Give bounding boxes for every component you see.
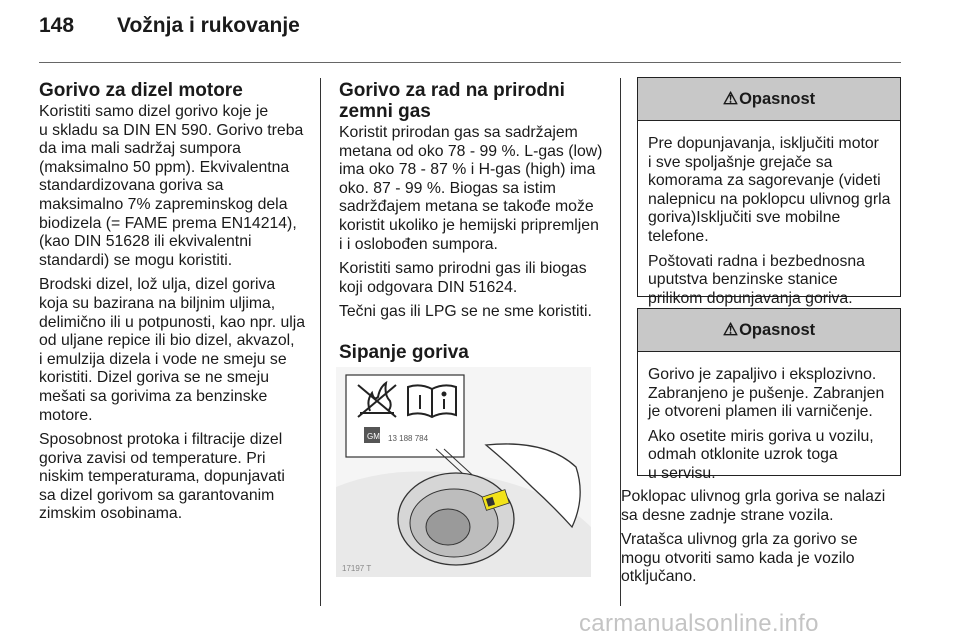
- warning-paragraph: [648, 428, 892, 484]
- text-line: da ima mali sadržaj sumpora: [39, 140, 241, 158]
- page-number: 148: [39, 14, 75, 37]
- text-line: maksimalno 7% zapreminskog dela: [39, 195, 288, 213]
- text-line: koja su bazirana na biljnim uljima,: [39, 294, 276, 312]
- header-rule: [39, 62, 901, 63]
- text-line: u servisu.: [648, 464, 716, 482]
- text-line: u skladu sa DIN EN 590. Gorivo treba: [39, 121, 304, 139]
- text-line: standardi) se mogu koristiti.: [39, 251, 233, 269]
- warning-header: [638, 78, 900, 121]
- title-line: zemni gas: [339, 101, 431, 122]
- text-line: Ako osetite miris goriva u vozilu,: [648, 427, 874, 445]
- text-line: prilikom dopunjavanja goriva.: [648, 289, 853, 307]
- paragraph-lpg: Tečni gas ili LPG se ne sme koristiti.: [339, 303, 592, 321]
- section-title-diesel: Gorivo za dizel motore: [39, 80, 243, 101]
- text-line: goriva)Isključiti sve mobilne: [648, 209, 841, 227]
- text-line: je otvoreni plamen ili varničenje.: [648, 403, 873, 421]
- warning-box-refueling: [637, 77, 901, 307]
- text-line: standardizovana goriva sa: [39, 177, 224, 195]
- chapter-title: Vožnja i rukovanje: [117, 14, 300, 37]
- text-line: odmah otklonite uzrok toga: [648, 446, 838, 464]
- paragraph-din-gas: [339, 260, 614, 297]
- text-line: koji odgovara DIN 51624.: [339, 278, 518, 296]
- text-line: Koristiti samo prirodni gas ili biogas: [339, 260, 587, 278]
- part-number-label: 13 188 784: [388, 434, 429, 443]
- warning-body: [638, 121, 900, 322]
- text-line: metana od oko 78 - 99 %. L-gas (low): [339, 142, 603, 160]
- text-line: komorama za sagorevanje (videti: [648, 172, 881, 190]
- text-line: Koristiti samo dizel gorivo koje je: [39, 103, 269, 120]
- text-line: Sposobnost protoka i filtracije dizel: [39, 431, 283, 449]
- text-line: sa dizel gorivom sa garantovanim: [39, 486, 275, 504]
- text-line: Poštovati radna i bezbednosna: [648, 252, 865, 270]
- warning-heading: Opasnost: [739, 89, 816, 108]
- text-line: mogu otvoriti samo kada je vozilo: [621, 549, 855, 567]
- fuel-flap-drawing: [336, 367, 591, 577]
- text-line: goriva zavisi od temperature. Pri: [39, 449, 266, 467]
- paragraph-flap-location: [621, 488, 906, 525]
- warning-triangle-icon: ⚠: [722, 320, 739, 339]
- svg-text:GM: GM: [367, 432, 380, 441]
- warning-header: [638, 309, 900, 352]
- text-line: koristiti. Dizel goriva se ne smeju: [39, 369, 270, 387]
- text-line: Brodski dizel, lož ulja, dizel goriva: [39, 276, 276, 294]
- text-line: delimično ili u potpunosti, kao npr. ulja: [39, 313, 306, 331]
- text-line: mešati sa gorivima za benzinske: [39, 387, 268, 405]
- text-line: ima oko 78 - 87 % i H-gas (high) ima: [339, 161, 596, 179]
- paragraph-flap-unlock: [621, 531, 906, 587]
- text-line: koristit ukoliko je hemijski pripremljen: [339, 216, 599, 234]
- paragraph-forbidden-fuels: [39, 276, 314, 425]
- paragraph-winter-diesel: [39, 431, 314, 524]
- text-line: sa desne zadnje strane vozila.: [621, 506, 834, 524]
- text-line: otključano.: [621, 568, 697, 586]
- text-line: zimskim osobinama.: [39, 505, 183, 523]
- text-line: sadržđajem metana se takođe može: [339, 198, 594, 216]
- column-diesel: [39, 80, 314, 530]
- warning-triangle-icon: ⚠: [722, 89, 739, 108]
- title-line: Gorivo za rad na prirodni: [339, 80, 565, 101]
- text-line: oko. 87 - 99 %. Biogas sa istim: [339, 179, 556, 197]
- section-title-refueling: Sipanje goriva: [339, 341, 469, 363]
- warning-paragraph: [648, 366, 892, 422]
- text-line: od uljane repice ili bio dizel, akvazol,: [39, 332, 295, 350]
- column-natural-gas: [339, 80, 614, 363]
- fuel-flap-illustration: [336, 367, 591, 577]
- text-line: i sve spoljašnje grejače sa: [648, 153, 833, 171]
- text-line: nalepnicu na poklopcu ulivnog grla: [648, 190, 891, 208]
- text-line: (kao DIN 51628 ili ekvivalentni: [39, 233, 252, 251]
- text-line: i i oslobođen sumpora.: [339, 235, 498, 253]
- column-fuel-flap-text: [621, 488, 906, 593]
- text-line: telefone.: [648, 227, 709, 245]
- warning-body: [638, 352, 900, 498]
- text-line: Koristit prirodan gas sa sadržajem: [339, 124, 578, 141]
- watermark: carmanualsonline.info: [579, 610, 819, 637]
- text-line: Vratašca ulivnog grla za gorivo se: [621, 531, 858, 549]
- column-divider-1: [320, 78, 321, 606]
- warning-box-flammable: [637, 308, 901, 482]
- text-line: Pre dopunjavanja, isključiti motor: [648, 135, 879, 152]
- text-line: Poklopac ulivnog grla goriva se nalazi: [621, 488, 886, 505]
- text-line: Zabranjeno je pušenje. Zabranjen: [648, 384, 885, 402]
- paragraph-methane: [339, 124, 614, 254]
- text-line: motore.: [39, 406, 93, 424]
- figure-id-label: 17197 T: [342, 564, 372, 573]
- text-line: biodizela (= FAME prema EN14214),: [39, 214, 297, 232]
- text-line: niskim temperaturama, dopunjavati: [39, 468, 285, 486]
- warning-paragraph: [648, 135, 892, 247]
- text-line: i emulzija dizela i vode ne smeju se: [39, 350, 287, 368]
- text-line: (maksimalno 50 ppm). Ekvivalentna: [39, 158, 290, 176]
- text-line: Gorivo je zapaljivo i eksplozivno.: [648, 366, 877, 383]
- text-line: uputstva benzinske stanice: [648, 271, 838, 289]
- paragraph-diesel-spec: [39, 103, 314, 270]
- warning-paragraph: [648, 253, 892, 309]
- section-title-natural-gas: [339, 80, 614, 122]
- warning-heading: Opasnost: [739, 320, 816, 339]
